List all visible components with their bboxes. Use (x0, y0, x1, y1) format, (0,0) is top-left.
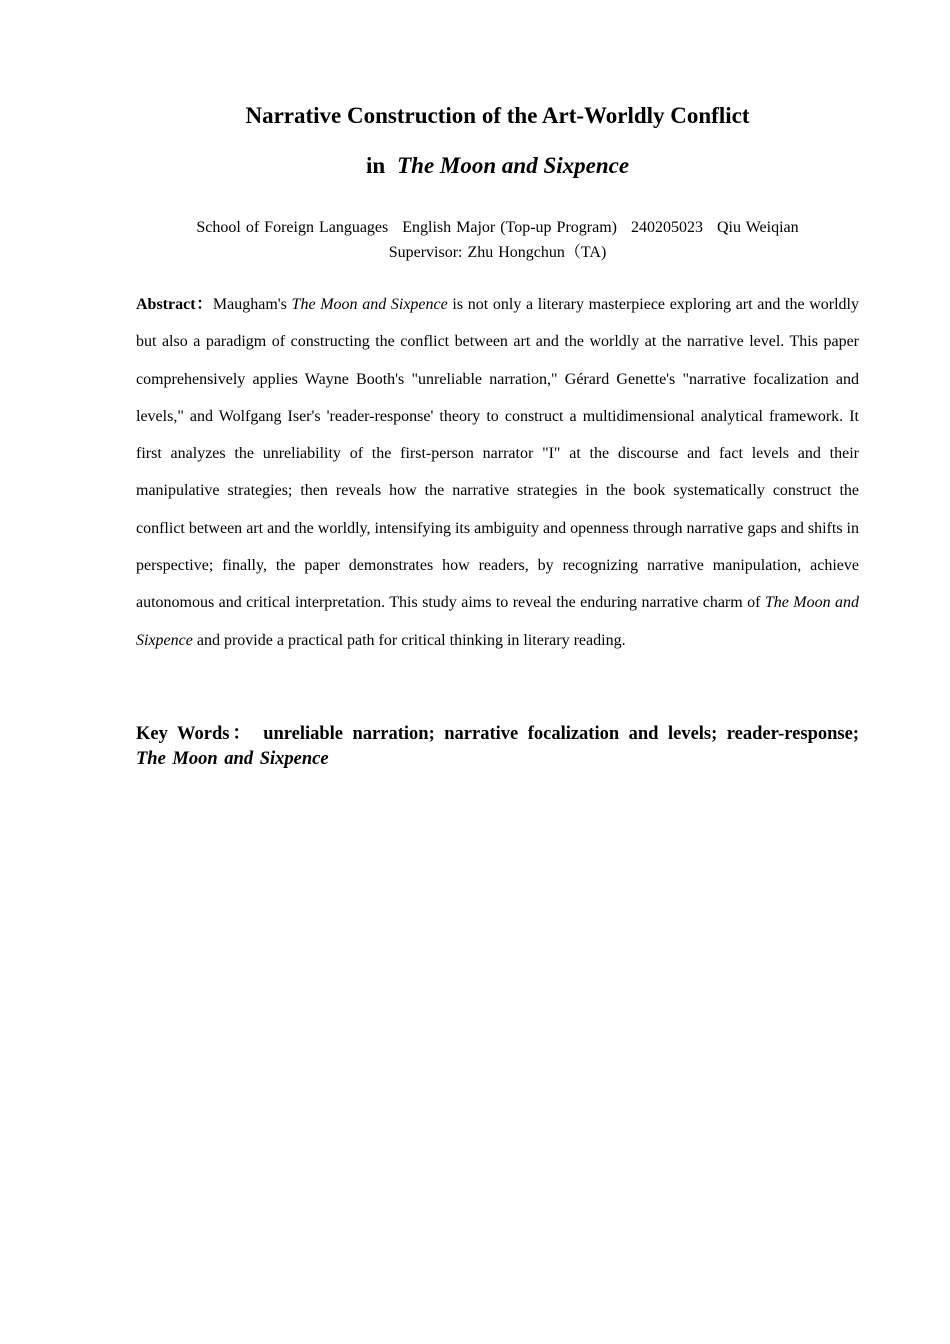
author-info (136, 217, 859, 239)
abstract-book-name-1: The Moon and Sixpence (291, 296, 448, 313)
keywords-book-name: The Moon and Sixpence (136, 749, 329, 769)
author-name: Qiu Weiqian (716, 219, 799, 236)
title-book-name: The Moon and Sixpence (397, 153, 630, 178)
keywords-label: Key Words： (136, 724, 254, 744)
abstract (136, 286, 859, 659)
paper-title-line1: Narrative Construction of the Art-Worldly Conflict (245, 103, 750, 128)
author-major: English Major (Top-up Program) (402, 219, 617, 236)
keywords (136, 722, 859, 772)
paper-title-line2 (136, 151, 859, 181)
abstract-book-name-2: The Moon and Sixpence (136, 594, 859, 649)
title-in-word: in (365, 153, 386, 178)
author-school: School of Foreign Languages (196, 219, 389, 236)
abstract-text-part1: Maugham's (212, 296, 292, 313)
abstract-text-part2: is not only a literary masterpiece exploring art and the worldly but also a paradigm of constructing the conflict between art and the worldly at the narrative level. This paper comprehensively applies Wayne Booth's "unreliable narration," Gérard Genette's "narrative focalization and levels," and Wolfgang Iser's 'reader-response' theory to construct a multidimensional analytical framework. It first analyzes the unreliability of the first-person narrator "I" at the discourse and fact levels and their manipulative strategies; then reveals how the narrative strategies in the book systematically construct the conflict between art and the worldly, intensifying its ambiguity and openness through narrative gaps and shifts in perspective; finally, the paper demonstrates how readers, by recognizing narrative manipulation, achieve autonomous and critical interpretation. This study aims to reveal the enduring narrative charm of (136, 296, 860, 612)
keywords-terms: unreliable narration; narrative focalization and levels; reader-response; (263, 724, 859, 744)
abstract-label: Abstract： (136, 296, 213, 313)
author-student-id: 240205023 (630, 219, 703, 236)
abstract-text-part3: and provide a practical path for critical thinking in literary reading. (192, 631, 626, 649)
author-supervisor: Supervisor: Zhu Hongchun（TA) (388, 244, 607, 261)
